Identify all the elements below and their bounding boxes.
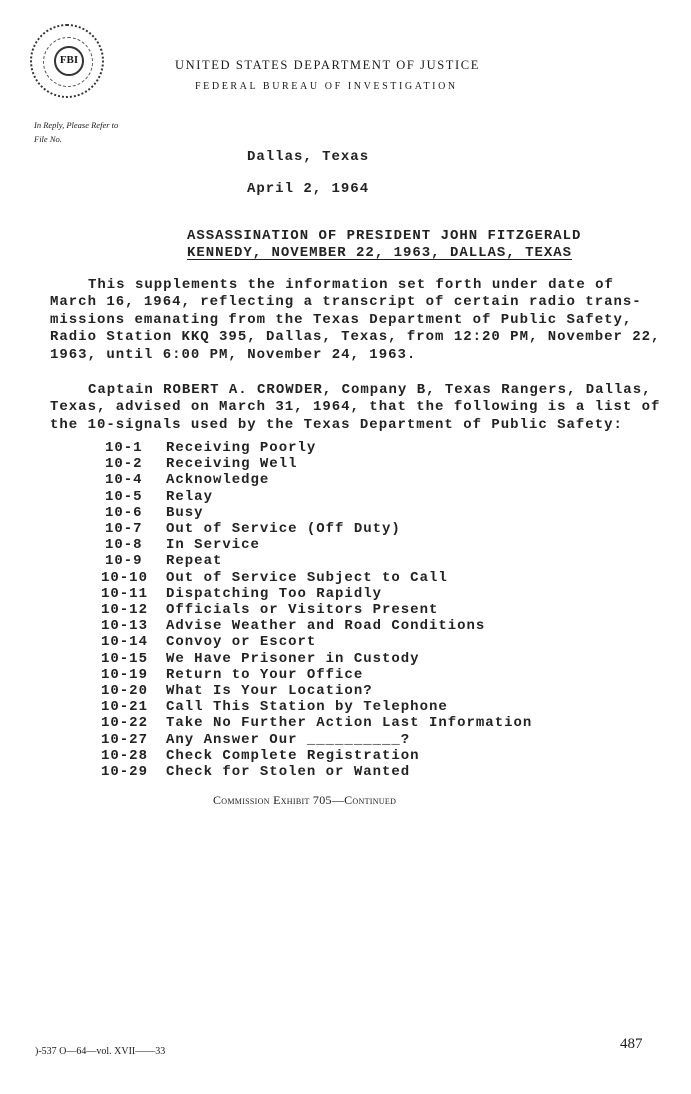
paragraph-line: Radio Station KKQ 395, Dallas, Texas, from 12:20 PM, November 22, [50, 329, 661, 345]
signal-code: 10-12 [101, 602, 148, 618]
paragraph-line: 1963, until 6:00 PM, November 24, 1963. [50, 347, 417, 363]
signal-code: 10-9 [105, 553, 143, 570]
signal-code: 10-10 [101, 569, 148, 586]
paragraph-line: missions emanating from the Texas Department of Public Safety, [50, 312, 633, 328]
signal-code: 10-1 [105, 440, 143, 456]
paragraph-line: the 10-signals used by the Texas Department of Public Safety: [50, 417, 623, 433]
bureau-heading: FEDERAL BUREAU OF INVESTIGATION [195, 81, 458, 92]
paragraph-line: Texas, advised on March 31, 1964, that the following is a list of [50, 399, 661, 415]
signal-meaning: In Service [166, 537, 260, 554]
signal-meaning: Receiving Poorly [166, 440, 317, 456]
signal-code: 10-4 [105, 472, 143, 489]
signal-code: 10-5 [105, 488, 143, 505]
signal-meaning: Call This Station by Telephone [166, 699, 448, 716]
signal-meaning: Advise Weather and Road Conditions [166, 618, 486, 635]
signal-code: 10-2 [105, 456, 143, 473]
signal-meaning: Any Answer Our __________? [166, 731, 411, 748]
signal-code: 10-13 [101, 618, 148, 635]
paragraph-line: Captain ROBERT A. CROWDER, Company B, Texas Rangers, Dallas, [88, 382, 652, 398]
signal-code: 10-15 [101, 650, 148, 667]
subject-line-1: ASSASSINATION OF PRESIDENT JOHN FITZGERALD [187, 228, 582, 244]
signal-meaning: Take No Further Action Last Information [166, 715, 533, 732]
signal-meaning: What Is Your Location? [166, 683, 373, 699]
signal-code: 10-27 [101, 731, 148, 748]
signal-code: 10-6 [105, 504, 143, 521]
page-number: 487 [620, 1036, 643, 1052]
reply-instruction: In Reply, Please Refer to [34, 120, 119, 130]
department-heading: UNITED STATES DEPARTMENT OF JUSTICE [175, 58, 480, 72]
signal-code: 10-14 [101, 634, 148, 651]
signal-meaning: Repeat [166, 553, 223, 570]
signal-meaning: Busy [166, 504, 204, 521]
signal-meaning: Relay [166, 488, 213, 505]
print-code: )-537 O—64—vol. XVII——33 [35, 1046, 166, 1057]
signal-meaning: We Have Prisoner in Custody [166, 650, 420, 667]
signal-code: 10-22 [101, 715, 148, 732]
signal-meaning: Check for Stolen or Wanted [166, 764, 411, 780]
paragraph-line: March 16, 1964, reflecting a transcript of certain radio trans- [50, 294, 642, 310]
signal-meaning: Return to Your Office [166, 666, 364, 683]
signal-meaning: Check Complete Registration [166, 747, 420, 764]
letter-place: Dallas, Texas [247, 149, 370, 165]
subject-line-2: KENNEDY, NOVEMBER 22, 1963, DALLAS, TEXAS [187, 245, 573, 261]
signal-meaning: Dispatching Too Rapidly [166, 585, 383, 602]
fbi-seal: FBI [30, 24, 104, 98]
signal-meaning: Convoy or Escort [166, 634, 317, 651]
signal-code: 10-7 [105, 521, 143, 537]
signal-code: 10-20 [101, 683, 148, 699]
paragraph-line: This supplements the information set forth under date of [88, 277, 614, 293]
exhibit-caption: Commission Exhibit 705—Continued [213, 793, 397, 807]
signal-meaning: Acknowledge [166, 472, 270, 489]
signal-meaning: Receiving Well [166, 456, 298, 473]
signal-code: 10-29 [101, 764, 148, 780]
signal-code: 10-8 [105, 537, 143, 554]
file-number-label: File No. [34, 134, 62, 144]
letter-date: April 2, 1964 [247, 181, 370, 197]
signal-code: 10-11 [101, 585, 148, 602]
signal-meaning: Officials or Visitors Present [166, 602, 439, 618]
signal-code: 10-28 [101, 747, 148, 764]
signal-code: 10-21 [101, 699, 148, 716]
signal-meaning: Out of Service Subject to Call [166, 569, 448, 586]
signal-code: 10-19 [101, 666, 148, 683]
signal-meaning: Out of Service (Off Duty) [166, 521, 401, 537]
